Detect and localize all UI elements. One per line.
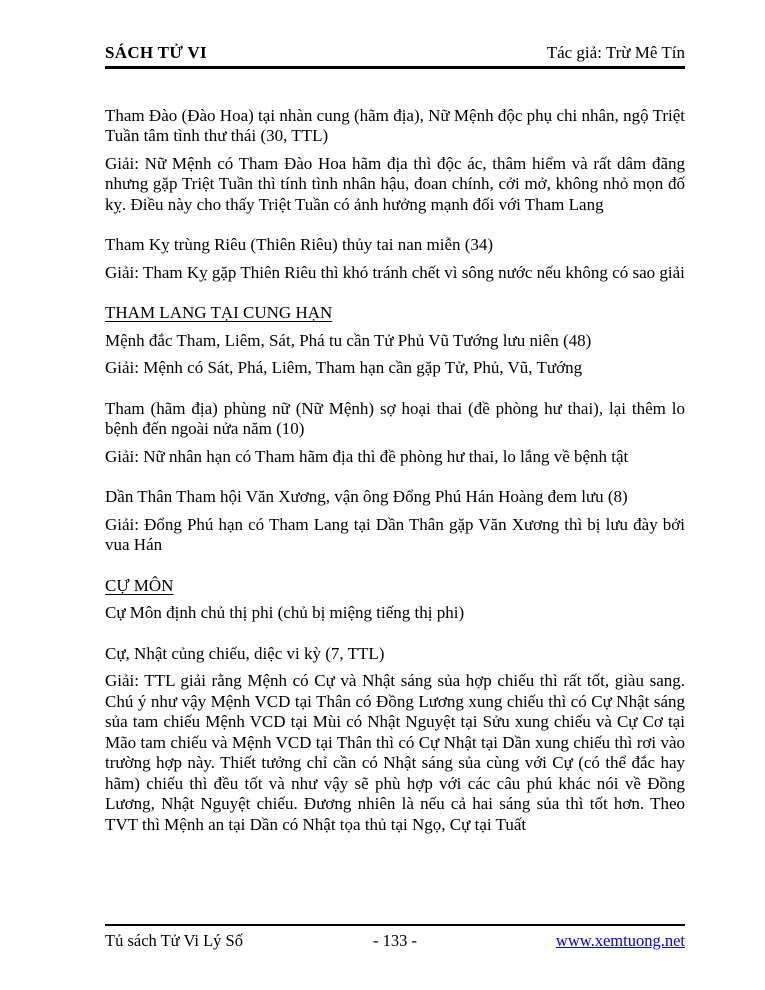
page-header xyxy=(105,44,685,69)
paragraph: Mệnh đắc Tham, Liêm, Sát, Phá tu cần Tử Phủ Vũ Tướng lưu niên (48) xyxy=(105,330,592,350)
section-heading: CỰ MÔN xyxy=(105,575,174,595)
paragraph: Giải: Tham Kỵ gặp Thiên Riêu thì khó tránh chết vì sông nước nếu không có sao giải xyxy=(105,262,685,282)
paragraph: Giải: Mệnh có Sát, Phá, Liêm, Tham hạn cần gặp Tử, Phủ, Vũ, Tướng xyxy=(105,358,583,378)
page-body xyxy=(105,106,685,836)
paragraph: Dần Thân Tham hội Văn Xương, vận ông Đổng Phú Hán Hoàng đem lưu (8) xyxy=(105,487,628,507)
footer-page-number: - 133 - xyxy=(372,931,417,950)
paragraph: Giải: Đổng Phú hạn có Tham Lang tại Dần Thân gặp Văn Xương thì bị lưu đày bởi vua Hán xyxy=(105,514,685,555)
paragraph: Giải: Nữ nhân hạn có Tham hãm địa thì đề phòng hư thai, lo lắng về bệnh tật xyxy=(105,446,629,466)
paragraph: Tham (hãm địa) phùng nữ (Nữ Mệnh) sợ hoại thai (đề phòng hư thai), lại thêm lo bệnh đến ngoài nửa năm (10) xyxy=(105,398,685,439)
paragraph: Cự Môn định chủ thị phi (chủ bị miệng tiếng thị phi) xyxy=(105,603,465,623)
header-book-title: SÁCH TỬ VI xyxy=(105,43,207,62)
page-footer xyxy=(105,924,685,951)
paragraph: Giải: TTL giải rằng Mệnh có Cự và Nhật sáng sủa hợp chiếu thì rất tốt, giàu sang. Chú ý như vậy Mệnh VCD tại Thân có Đồng Lương xung chiếu thì có Cự Nhật sáng sủa tam chiếu Mệnh VCD tại Mùi có Nhật Nguyệt tại Sửu xung chiếu và Cự Cơ tại Mão tam chiếu và Mệnh VCD tại Thân thì có Cự Nhật tại Dần xung chiếu thì rơi vào trường hợp này. Thiết tưởng chỉ cần có Nhật sáng sủa cùng với Cự (có thể đắc hay hãm) chiếu thì đều tốt và như vậy sẽ phù hợp với các câu phú khác nói về Đồng Lương, Nhật Nguyệt chiếu. Đương nhiên là nếu cả hai sáng sủa thì tốt hơn. Theo TVT thì Mệnh an tại Dần có Nhật tọa thủ tại Ngọ, Cự tại Tuất xyxy=(105,671,685,834)
header-author: Tác giả: Trừ Mê Tín xyxy=(546,43,685,62)
paragraph: Cự, Nhật củng chiếu, diệc vi kỳ (7, TTL) xyxy=(105,643,385,663)
footer-series-title: Tủ sách Tử Vi Lý Số xyxy=(105,931,243,950)
paragraph: Tham Kỵ trùng Riêu (Thiên Riêu) thủy tai nan miễn (34) xyxy=(105,235,494,255)
section-heading: THAM LANG TẠI CUNG HẠN xyxy=(105,303,333,323)
footer-website-link[interactable]: www.xemtuong.net xyxy=(555,931,685,950)
paragraph: Giải: Nữ Mệnh có Tham Đào Hoa hãm địa thì độc ác, thâm hiểm và rất dâm đãng nhưng gặp Triệt Tuần thì tính tình nhân hậu, đoan chính, cởi mở, không nhỏ mọn đố kỵ. Điều này cho thấy Triệt Tuần có ảnh hưởng mạnh đối với Tham Lang xyxy=(105,153,685,214)
paragraph: Tham Đào (Đào Hoa) tại nhàn cung (hãm địa), Nữ Mệnh độc phụ chi nhân, ngộ Triệt Tuần tâm tình thư thái (30, TTL) xyxy=(105,105,685,146)
